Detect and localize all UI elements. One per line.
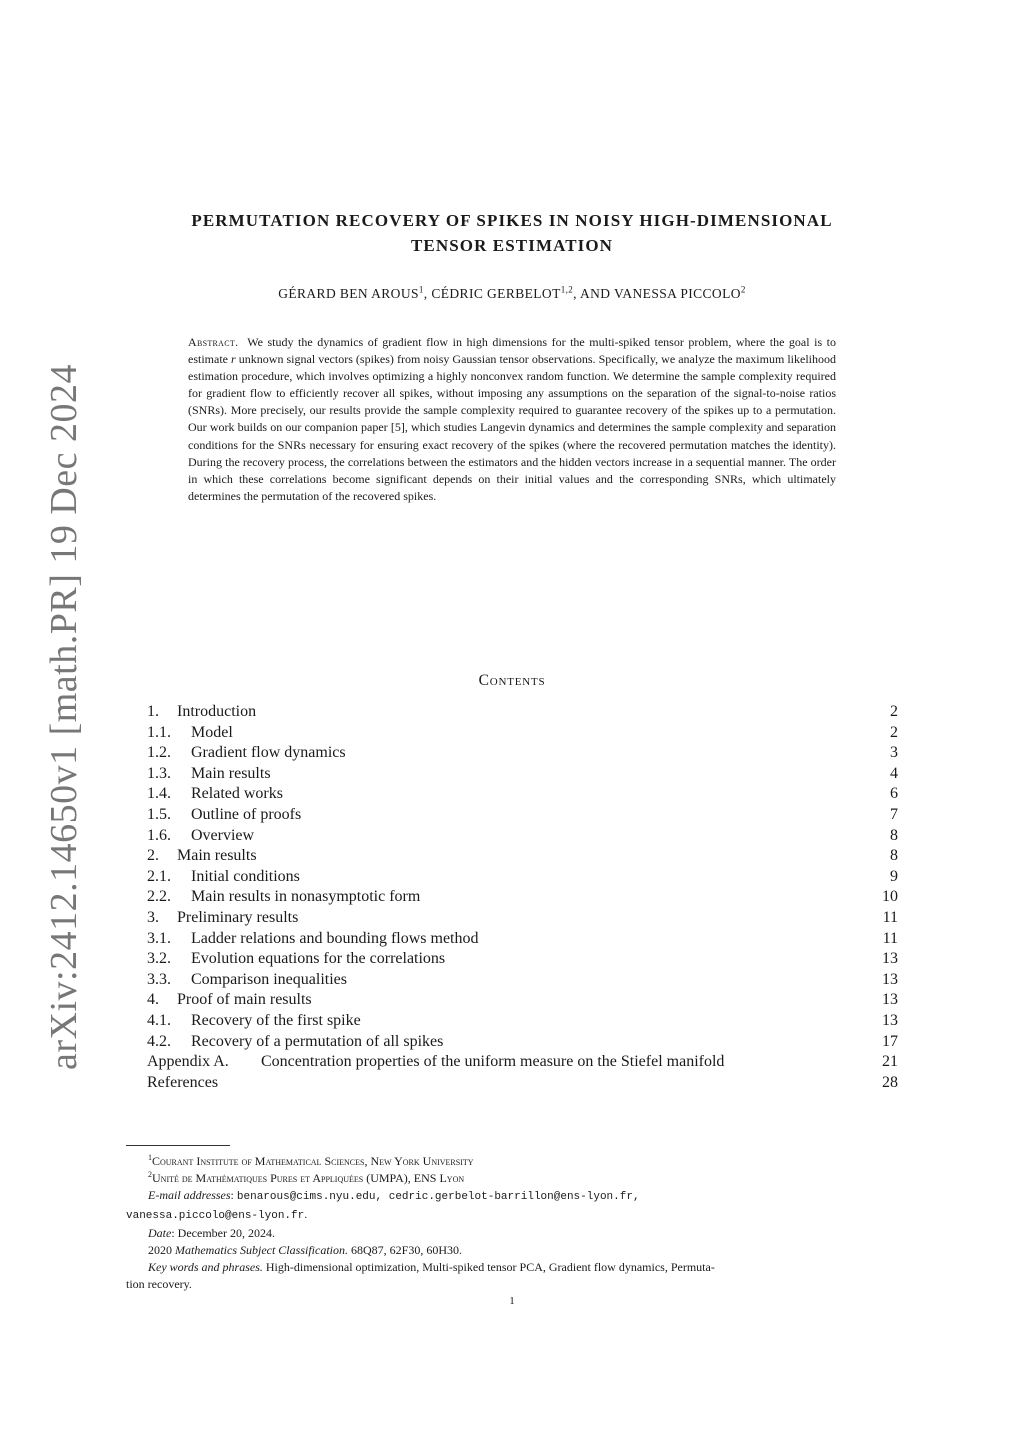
keywords-label: Key words and phrases.	[148, 1260, 263, 1274]
author-separator: , AND	[573, 286, 614, 301]
email-label: E-mail addresses	[148, 1188, 231, 1202]
toc-entry[interactable]	[147, 846, 898, 867]
toc-entry[interactable]	[147, 1011, 898, 1032]
toc-entry-number: 4.1.	[147, 1011, 171, 1029]
paper-title	[140, 208, 884, 258]
footnote-rule	[126, 1145, 230, 1146]
abstract-text: ], which studies Langevin dynamics and determines the sample complexity and separation conditions for the SNRs necessary for ensuring exact recovery of the spikes (where the recovered permutation matches the identity). During the recovery process, the correlations between the estimators and the hidden vectors increase in a sequential manner. The order in which these correlations become significant depends on their initial values and the corresponding SNRs, which ultimately determines the permutation of the recovered spikes.	[188, 420, 837, 503]
toc-entry-page: 11	[882, 908, 898, 926]
keywords-text: tion recovery.	[126, 1277, 192, 1291]
affiliation-mark: 2	[148, 1170, 152, 1179]
toc-entry-number: 3.	[147, 908, 159, 926]
toc-entry-title[interactable]: Outline of proofs	[191, 805, 302, 823]
toc-entry-page: 8	[890, 847, 898, 865]
author-name: CÉDRIC GERBELOT	[431, 286, 561, 301]
author-affiliation-mark: 1,2	[560, 284, 574, 295]
toc-entry[interactable]	[147, 764, 898, 785]
toc-entry-title[interactable]: Gradient flow dynamics	[191, 744, 346, 762]
toc-entry[interactable]	[147, 805, 898, 826]
toc-entry-number: 2.	[147, 847, 159, 865]
email-address[interactable]: vanessa.piccolo@ens-lyon.fr	[126, 1210, 305, 1222]
toc-entry-page: 2	[890, 703, 898, 720]
keywords-text: High-dimensional optimization, Multi-spiked tensor PCA, Gradient flow dynamics, Permuta-	[265, 1260, 715, 1274]
toc-entry-page: 4	[890, 764, 898, 782]
toc-entry[interactable]	[147, 1073, 898, 1094]
title-line-1: PERMUTATION RECOVERY OF SPIKES IN NOISY HIGH-DIMENSIONAL	[191, 211, 833, 230]
toc-entry-title[interactable]: Recovery of a permutation of all spikes	[191, 1032, 444, 1050]
toc-entry-page: 6	[890, 785, 898, 803]
toc-entry-title[interactable]: Main results	[191, 764, 271, 782]
toc-entry-page: 7	[890, 805, 898, 823]
toc-entry-page: 9	[890, 867, 898, 885]
toc-entry-title[interactable]: Related works	[191, 785, 283, 803]
toc-entry[interactable]	[147, 929, 898, 950]
toc-entry-page: 8	[890, 826, 898, 844]
date-value: December 20, 2024.	[177, 1226, 275, 1240]
toc-entry-title[interactable]: Introduction	[177, 703, 257, 720]
footnotes	[126, 1153, 898, 1293]
toc-entry[interactable]	[147, 784, 898, 805]
toc-entry-page: 13	[882, 970, 898, 988]
abstract	[188, 334, 836, 505]
toc-entry-title[interactable]: Overview	[191, 826, 255, 844]
toc-entry-title[interactable]: Proof of main results	[177, 991, 312, 1009]
toc-entry-number: 1.1.	[147, 723, 171, 741]
msc-year: 2020	[148, 1243, 172, 1257]
abstract-text: We study the dynamics of gradient flow in high dimensions for the multi-spiked tensor problem, where the goal is to estimate	[188, 335, 836, 367]
toc-entry-number: Appendix A.	[147, 1053, 229, 1071]
toc-entry-page: 10	[882, 888, 898, 906]
date-line: Date: December 20, 2024.	[148, 1226, 275, 1240]
date-label: Date	[148, 1226, 172, 1240]
toc-entry[interactable]	[147, 887, 898, 908]
toc-entry-title[interactable]: Initial conditions	[191, 867, 300, 885]
toc-entry-page: 17	[882, 1032, 898, 1050]
email-addresses[interactable]: benarous@cims.nyu.edu, cedric.gerbelot-barrillon@ens-lyon.fr,	[236, 1191, 640, 1203]
toc-entry-number: 3.2.	[147, 950, 171, 968]
toc-entry-number: 3.1.	[147, 929, 171, 947]
toc-entry-title[interactable]: Evolution equations for the correlations	[191, 950, 446, 968]
toc-entry-page: 28	[882, 1073, 898, 1091]
toc-entry-number: 1.	[147, 703, 159, 720]
toc-entry-number: 3.3.	[147, 970, 171, 988]
toc-entry-title[interactable]: Ladder relations and bounding flows method	[191, 929, 479, 947]
page-number: 1	[509, 1295, 515, 1307]
contents-heading: Contents	[478, 672, 546, 689]
citation-link[interactable]: 5	[394, 420, 401, 435]
toc-entry[interactable]	[147, 743, 898, 764]
author-affiliation-mark: 1	[418, 284, 424, 295]
author-name: VANESSA PICCOLO	[613, 286, 741, 301]
title-line-2: TENSOR ESTIMATION	[410, 236, 614, 255]
affiliation-mark: 1	[148, 1153, 152, 1162]
toc-entry-number: 1.2.	[147, 744, 171, 762]
toc-entry[interactable]	[147, 1052, 898, 1073]
toc-entry[interactable]	[147, 826, 898, 847]
toc-entry-number: 2.2.	[147, 888, 171, 906]
affiliation-1	[126, 1153, 898, 1170]
toc-entry-page: 3	[890, 744, 898, 762]
toc-entry-title[interactable]: Comparison inequalities	[191, 970, 347, 988]
toc-entry-number: 4.	[147, 991, 159, 1009]
toc-entry-number: 1.6.	[147, 826, 171, 844]
toc-entry[interactable]	[147, 949, 898, 970]
affiliation-text: Courant Institute of Mathematical Sciences, New York University	[152, 1154, 474, 1168]
toc-entry-number: 1.5.	[147, 805, 171, 823]
toc-entry-number: 2.1.	[147, 867, 171, 885]
email-line-continued: vanessa.piccolo@ens-lyon.fr.	[126, 1207, 308, 1222]
toc-entry-number: 1.3.	[147, 764, 171, 782]
keywords-line-continued	[126, 1276, 898, 1293]
toc-entry[interactable]	[147, 723, 898, 744]
msc-line	[126, 1242, 898, 1259]
table-of-contents	[147, 702, 898, 1093]
author-list	[140, 286, 884, 302]
msc-label: Mathematics Subject Classification.	[175, 1243, 348, 1257]
toc-entry[interactable]	[147, 1032, 898, 1053]
toc-entry[interactable]	[147, 702, 898, 723]
toc-entry-page: 21	[882, 1053, 898, 1071]
toc-entry-title[interactable]: References	[147, 1073, 219, 1091]
abstract-text: unknown signal vectors (spikes) from noisy Gaussian tensor observations. Specifically, we analyze the maximum likelihood estimation procedure, which involves optimizing a highly nonconvex random function. We determine the sample complexity required for gradient flow to efficiently recover all spikes, without imposing any assumptions on the separation of the signal-to-noise ratios (SNRs). More precisely, our results provide the sample complexity required to guarantee recovery of the spikes up to a permutation. Our work builds on our companion paper [	[188, 352, 836, 435]
toc-entry[interactable]	[147, 970, 898, 991]
abstract-variable: r	[231, 352, 236, 367]
author-name: GÉRARD BEN AROUS	[278, 286, 419, 301]
abstract-label: Abstract.	[188, 335, 239, 349]
toc-entry-page: 11	[882, 929, 898, 947]
arxiv-identifier-stamp: arXiv:2412.14650v1 [math.PR] 19 Dec 2024	[43, 363, 85, 1070]
keywords-line	[126, 1259, 898, 1276]
toc-entry-title[interactable]: Main results in nonasymptotic form	[191, 888, 421, 906]
author-affiliation-mark: 2	[740, 284, 746, 295]
toc-entry[interactable]	[147, 908, 898, 929]
msc-codes: 68Q87, 62F30, 60H30.	[350, 1243, 462, 1257]
toc-entry-number: 1.4.	[147, 785, 171, 803]
affiliation-2	[126, 1170, 898, 1187]
toc-entry-number: 4.2.	[147, 1032, 171, 1050]
toc-entry-title[interactable]: Preliminary results	[177, 908, 299, 926]
toc-entry-title[interactable]: Concentration properties of the uniform measure on the Stiefel manifold	[261, 1053, 725, 1071]
toc-entry-title[interactable]: Recovery of the first spike	[191, 1011, 361, 1029]
author-separator: ,	[423, 286, 432, 301]
toc-entry-page: 13	[882, 950, 898, 968]
affiliation-text: Unité de Mathématiques Pures et Appliquées (UMPA), ENS Lyon	[152, 1171, 465, 1185]
toc-entry[interactable]	[147, 867, 898, 888]
toc-entry-page: 13	[882, 1011, 898, 1029]
toc-entry-page: 2	[890, 723, 898, 741]
email-line: E-mail addresses: benarous@cims.nyu.edu, cedric.gerbelot-barrillon@ens-lyon.fr,	[148, 1188, 640, 1203]
toc-entry-title[interactable]: Model	[191, 723, 233, 741]
toc-entry-page: 13	[882, 991, 898, 1009]
toc-entry[interactable]	[147, 990, 898, 1011]
toc-entry-title[interactable]: Main results	[177, 847, 257, 865]
